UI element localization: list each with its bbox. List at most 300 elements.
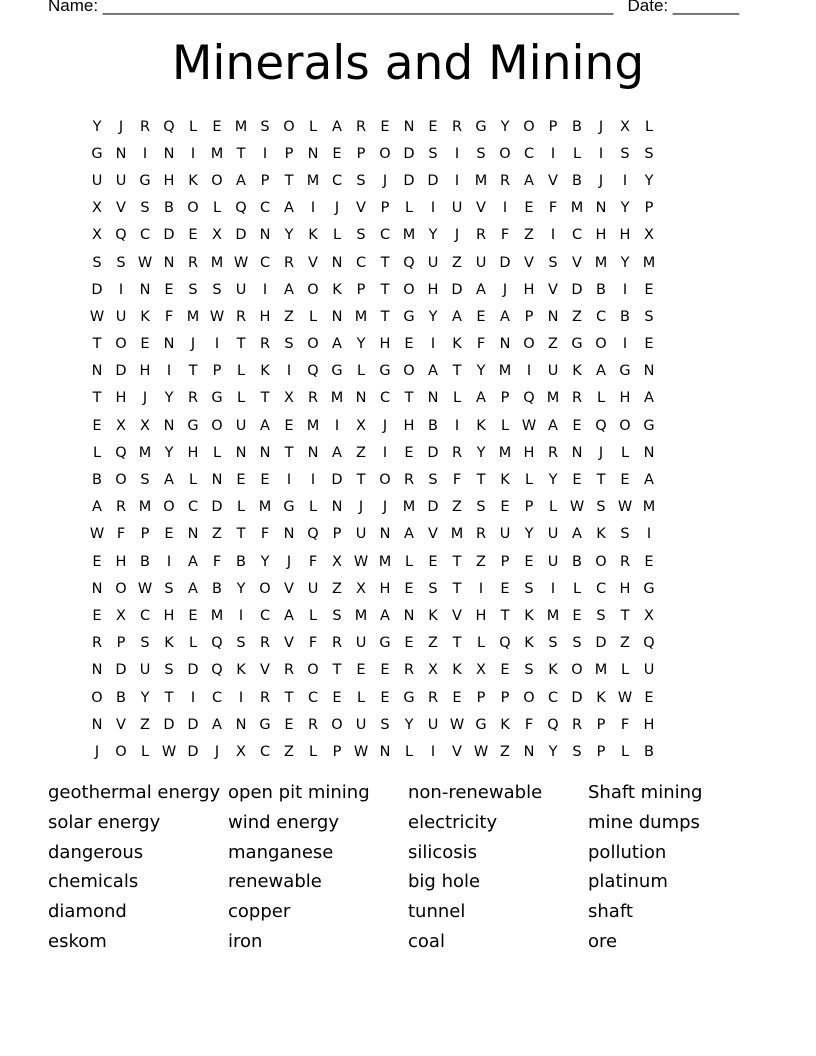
grid-letter: R (307, 390, 319, 407)
grid-letter: A (188, 553, 198, 570)
grid-letter: N (163, 336, 175, 353)
grid-letter: I (190, 145, 196, 162)
grid-letter: D (571, 281, 583, 298)
grid-letter: Y (140, 689, 150, 706)
grid-letter: H (619, 580, 631, 597)
grid-letter: M (402, 499, 416, 516)
grid-letter: L (236, 390, 246, 407)
grid-letter: G (403, 308, 415, 325)
grid-letter: W (449, 716, 465, 733)
grid-letter: L (188, 472, 198, 489)
grid-letter: C (595, 308, 607, 325)
grid-letter: S (356, 227, 366, 244)
grid-letter: Y (404, 716, 414, 733)
grid-row (85, 657, 733, 684)
grid-letter: L (308, 743, 318, 760)
grid-row (85, 439, 733, 466)
grid-letter: J (382, 172, 388, 189)
grid-letter: K (476, 417, 486, 434)
grid-letter: C (595, 580, 607, 597)
grid-letter: S (92, 254, 102, 271)
grid-letter: V (476, 200, 486, 217)
grid-letter: Z (428, 635, 438, 652)
grid-letter: K (596, 689, 606, 706)
grid-letter: H (523, 281, 535, 298)
grid-letter: O (523, 689, 535, 706)
grid-letter: N (235, 716, 247, 733)
grid-letter: F (308, 553, 318, 570)
grid-letter: Z (620, 635, 630, 652)
grid-letter: V (116, 200, 126, 217)
grid-letter: R (427, 689, 439, 706)
grid-letter: G (331, 363, 343, 380)
grid-letter: J (334, 200, 340, 217)
grid-letter: N (547, 308, 559, 325)
grid-letter: X (356, 580, 366, 597)
grid-row (85, 140, 733, 167)
grid-letter: O (523, 118, 535, 135)
grid-letter: N (163, 417, 175, 434)
grid-letter: J (286, 553, 292, 570)
grid-letter: V (284, 580, 294, 597)
grid-letter: C (307, 689, 319, 706)
grid-letter: O (331, 716, 343, 733)
grid-letter: N (91, 363, 103, 380)
grid-letter: L (188, 118, 198, 135)
grid-row (85, 630, 733, 657)
grid-letter: O (115, 336, 127, 353)
grid-letter: T (404, 390, 414, 407)
grid-letter: B (572, 118, 582, 135)
grid-letter: U (547, 526, 559, 543)
grid-letter: O (403, 363, 415, 380)
grid-letter: L (596, 390, 606, 407)
grid-letter: Y (284, 227, 294, 244)
grid-letter: Y (548, 743, 558, 760)
grid-letter: S (476, 499, 486, 516)
grid-letter: A (572, 526, 582, 543)
grid-letter: D (499, 254, 511, 271)
grid-letter: R (307, 716, 319, 733)
grid-letter: I (622, 281, 628, 298)
grid-letter: K (236, 662, 246, 679)
grid-letter: N (283, 526, 295, 543)
grid-letter: I (454, 145, 460, 162)
grid-letter: O (91, 689, 103, 706)
grid-letter: N (307, 145, 319, 162)
grid-letter: I (430, 743, 436, 760)
grid-letter: T (92, 390, 102, 407)
grid-letter: R (403, 472, 415, 489)
grid-letter: P (356, 145, 366, 162)
grid-letter: P (284, 145, 294, 162)
grid-row (85, 521, 733, 548)
grid-letter: I (622, 172, 628, 189)
grid-letter: U (355, 635, 367, 652)
grid-letter: S (644, 308, 654, 325)
grid-letter: E (524, 200, 534, 217)
grid-letter: X (620, 118, 630, 135)
grid-letter: I (166, 363, 172, 380)
grid-row (85, 358, 733, 385)
grid-row (85, 331, 733, 358)
grid-letter: E (92, 607, 102, 624)
grid-letter: N (331, 499, 343, 516)
grid-letter: W (233, 254, 249, 271)
grid-letter: X (644, 227, 654, 244)
grid-letter: U (427, 716, 439, 733)
grid-letter: V (116, 716, 126, 733)
grid-letter: P (476, 689, 486, 706)
grid-letter: K (452, 336, 462, 353)
grid-letter: H (139, 363, 151, 380)
grid-letter: C (547, 689, 559, 706)
grid-letter: N (331, 254, 343, 271)
grid-letter: C (259, 200, 271, 217)
grid-letter: O (115, 580, 127, 597)
grid-letter: S (548, 635, 558, 652)
grid-letter: J (502, 281, 508, 298)
grid-letter: W (137, 254, 153, 271)
word-bank-word: dangerous (48, 841, 144, 863)
grid-row (85, 113, 733, 140)
grid-letter: S (140, 635, 150, 652)
word-bank-word: iron (228, 930, 263, 952)
grid-letter: E (620, 472, 630, 489)
grid-letter: S (212, 281, 222, 298)
grid-letter: I (550, 227, 556, 244)
grid-letter: A (596, 363, 606, 380)
grid-letter: S (284, 336, 294, 353)
grid-letter: O (379, 472, 391, 489)
grid-letter: L (356, 689, 366, 706)
grid-letter: P (332, 526, 342, 543)
grid-letter: N (259, 444, 271, 461)
grid-letter: A (332, 444, 342, 461)
grid-letter: T (380, 308, 390, 325)
grid-letter: R (355, 118, 367, 135)
grid-letter: T (236, 336, 246, 353)
grid-letter: I (478, 580, 484, 597)
grid-letter: O (211, 172, 223, 189)
grid-letter: P (596, 743, 606, 760)
grid-letter: M (210, 254, 224, 271)
grid-letter: G (379, 635, 391, 652)
grid-letter: E (140, 336, 150, 353)
grid-letter: X (92, 200, 102, 217)
grid-letter: D (115, 662, 127, 679)
grid-letter: D (187, 662, 199, 679)
grid-letter: I (190, 689, 196, 706)
grid-letter: I (166, 553, 172, 570)
grid-letter: O (163, 499, 175, 516)
word-bank-word: chemicals (48, 871, 139, 893)
grid-letter: K (140, 308, 150, 325)
word-bank-word: open pit mining (228, 782, 370, 803)
grid-letter: N (139, 281, 151, 298)
grid-letter: U (115, 308, 127, 325)
grid-letter: G (403, 689, 415, 706)
grid-letter: R (187, 390, 199, 407)
grid-letter: E (164, 281, 174, 298)
grid-letter: C (259, 254, 271, 271)
grid-letter: S (380, 716, 390, 733)
grid-letter: E (356, 662, 366, 679)
grid-letter: Q (235, 200, 247, 217)
grid-letter: R (619, 553, 631, 570)
grid-row (85, 276, 733, 303)
grid-letter: E (260, 472, 270, 489)
grid-letter: I (550, 145, 556, 162)
grid-letter: Z (140, 716, 150, 733)
grid-letter: E (380, 662, 390, 679)
grid-letter: E (452, 689, 462, 706)
grid-letter: P (356, 281, 366, 298)
grid-letter: I (454, 417, 460, 434)
grid-letter: E (644, 553, 654, 570)
grid-letter: Z (476, 553, 486, 570)
grid-letter: A (476, 390, 486, 407)
grid-letter: X (92, 227, 102, 244)
grid-letter: M (450, 526, 464, 543)
grid-letter: M (306, 417, 320, 434)
grid-letter: I (286, 472, 292, 489)
grid-letter: I (262, 281, 268, 298)
grid-letter: H (187, 444, 199, 461)
grid-letter: P (380, 200, 390, 217)
grid-letter: M (642, 254, 656, 271)
grid-letter: Z (356, 444, 366, 461)
word-bank-word: platinum (588, 871, 668, 893)
grid-letter: B (644, 743, 654, 760)
word-bank-word: ore (588, 930, 618, 952)
word-bank-column (48, 778, 228, 957)
grid-letter: W (617, 499, 633, 516)
grid-letter: S (428, 145, 438, 162)
grid-letter: W (521, 417, 537, 434)
grid-letter: R (139, 118, 151, 135)
grid-letter: C (523, 145, 535, 162)
grid-letter: Q (307, 526, 319, 543)
grid-letter: F (260, 526, 270, 543)
grid-letter: N (211, 472, 223, 489)
grid-letter: L (452, 390, 462, 407)
grid-letter: I (238, 689, 244, 706)
grid-letter: S (572, 635, 582, 652)
grid-letter: I (310, 472, 316, 489)
grid-row (85, 548, 733, 575)
grid-letter: W (209, 308, 225, 325)
grid-letter: D (331, 472, 343, 489)
grid-letter: N (307, 444, 319, 461)
grid-letter: Q (115, 227, 127, 244)
grid-letter: H (163, 607, 175, 624)
grid-letter: G (619, 363, 631, 380)
grid-letter: B (572, 172, 582, 189)
grid-letter: Z (524, 227, 534, 244)
grid-letter: A (332, 118, 342, 135)
grid-letter: N (235, 444, 247, 461)
grid-letter: J (94, 743, 100, 760)
grid-letter: P (212, 363, 222, 380)
grid-letter: N (403, 118, 415, 135)
grid-letter: V (524, 254, 534, 271)
grid-letter: K (260, 363, 270, 380)
grid-letter: O (307, 662, 319, 679)
grid-letter: O (259, 580, 271, 597)
grid-letter: E (644, 689, 654, 706)
grid-letter: R (115, 499, 127, 516)
grid-letter: I (262, 145, 268, 162)
grid-letter: N (163, 145, 175, 162)
grid-letter: L (500, 417, 510, 434)
grid-letter: M (210, 145, 224, 162)
grid-letter: L (620, 743, 630, 760)
grid-letter: I (430, 200, 436, 217)
grid-letter: L (572, 145, 582, 162)
grid-letter: N (115, 145, 127, 162)
grid-row (85, 711, 733, 738)
grid-letter: M (570, 200, 584, 217)
grid-letter: E (476, 308, 486, 325)
grid-letter: A (212, 716, 222, 733)
grid-letter: R (259, 635, 271, 652)
word-bank-column (588, 778, 768, 957)
grid-letter: W (89, 308, 105, 325)
grid-row (85, 167, 733, 194)
grid-letter: J (358, 499, 364, 516)
grid-letter: P (596, 716, 606, 733)
grid-letter: Q (595, 417, 607, 434)
grid-letter: C (259, 607, 271, 624)
grid-letter: J (382, 417, 388, 434)
grid-letter: L (332, 227, 342, 244)
grid-letter: D (115, 363, 127, 380)
grid-letter: B (140, 553, 150, 570)
grid-letter: J (598, 444, 604, 461)
grid-letter: U (427, 254, 439, 271)
grid-letter: T (284, 689, 294, 706)
grid-letter: F (500, 227, 510, 244)
grid-letter: W (89, 526, 105, 543)
grid-letter: I (598, 145, 604, 162)
grid-letter: W (569, 499, 585, 516)
grid-letter: G (643, 417, 655, 434)
grid-letter: S (164, 662, 174, 679)
grid-letter: G (283, 499, 295, 516)
grid-letter: O (499, 145, 511, 162)
grid-letter: E (644, 281, 654, 298)
grid-letter: M (186, 308, 200, 325)
grid-letter: G (571, 336, 583, 353)
grid-letter: T (452, 580, 462, 597)
grid-letter: E (332, 689, 342, 706)
grid-letter: E (500, 580, 510, 597)
grid-letter: H (163, 172, 175, 189)
grid-letter: R (187, 254, 199, 271)
grid-letter: D (163, 716, 175, 733)
grid-letter: M (594, 254, 608, 271)
grid-letter: N (91, 716, 103, 733)
grid-letter: I (622, 336, 628, 353)
grid-letter: U (235, 417, 247, 434)
grid-letter: K (596, 526, 606, 543)
grid-letter: V (428, 526, 438, 543)
grid-letter: L (404, 553, 414, 570)
grid-letter: R (283, 662, 295, 679)
grid-letter: N (403, 607, 415, 624)
grid-letter: X (644, 607, 654, 624)
grid-letter: N (91, 662, 103, 679)
grid-letter: L (140, 743, 150, 760)
word-bank-word: Shaft mining (588, 782, 703, 803)
grid-letter: H (475, 607, 487, 624)
grid-letter: T (476, 472, 486, 489)
date-line: Date: _______ (627, 0, 740, 15)
grid-letter: Q (163, 118, 175, 135)
grid-letter: W (161, 743, 177, 760)
grid-letter: Y (164, 444, 174, 461)
grid-letter: H (259, 308, 271, 325)
grid-letter: J (598, 172, 604, 189)
grid-letter: R (547, 444, 559, 461)
grid-letter: D (91, 281, 103, 298)
grid-letter: A (164, 472, 174, 489)
word-bank-word: geothermal energy (48, 782, 221, 803)
grid-letter: Q (643, 635, 655, 652)
grid-letter: Y (548, 472, 558, 489)
grid-letter: A (524, 172, 534, 189)
grid-letter: R (499, 172, 511, 189)
grid-letter: N (643, 444, 655, 461)
word-bank-word: pollution (588, 841, 667, 863)
grid-letter: K (452, 662, 462, 679)
grid-row (85, 494, 733, 521)
grid-letter: K (524, 607, 534, 624)
grid-letter: D (211, 499, 223, 516)
grid-letter: Y (476, 444, 486, 461)
grid-letter: I (526, 363, 532, 380)
grid-letter: A (188, 580, 198, 597)
grid-letter: G (91, 145, 103, 162)
grid-row (85, 466, 733, 493)
grid-letter: S (356, 172, 366, 189)
word-bank-word: tunnel (408, 901, 466, 923)
grid-letter: I (238, 607, 244, 624)
name-date-header (48, 0, 739, 16)
grid-letter: T (452, 635, 462, 652)
grid-letter: O (187, 200, 199, 217)
grid-letter: E (188, 607, 198, 624)
grid-letter: J (454, 227, 460, 244)
grid-letter: X (236, 743, 246, 760)
grid-letter: O (115, 472, 127, 489)
grid-letter: N (595, 200, 607, 217)
grid-letter: M (234, 118, 248, 135)
grid-letter: E (572, 472, 582, 489)
grid-letter: E (164, 526, 174, 543)
grid-letter: V (260, 662, 270, 679)
grid-letter: C (139, 607, 151, 624)
grid-letter: U (307, 580, 319, 597)
grid-letter: F (620, 716, 630, 733)
grid-letter: S (548, 254, 558, 271)
grid-letter: R (403, 662, 415, 679)
grid-letter: U (643, 662, 655, 679)
grid-letter: D (427, 444, 439, 461)
word-bank-word: silicosis (408, 841, 478, 863)
grid-letter: U (547, 553, 559, 570)
